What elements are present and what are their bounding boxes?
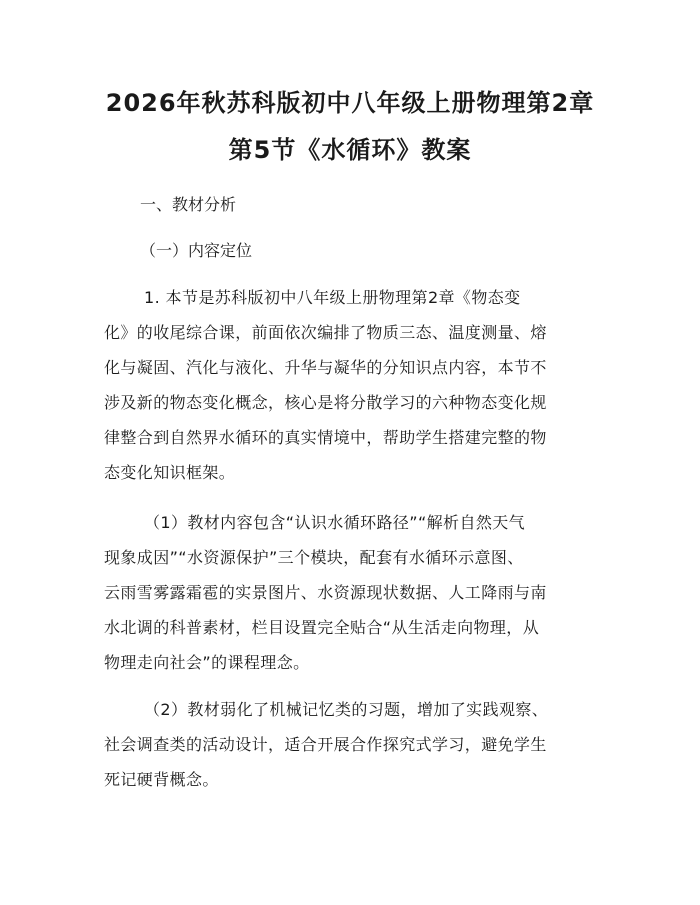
paragraph-activity-design — [104, 692, 604, 797]
paragraph-line: 社会调查类的活动设计，适合开展合作探究式学习，避免学生 — [104, 735, 547, 754]
paragraph-line: 化》的收尾综合课，前面依次编排了物质三态、温度测量、熔 — [104, 323, 547, 342]
paragraph-line: 化与凝固、汽化与液化、升华与凝华的分知识点内容，本节不 — [104, 358, 547, 377]
document-title-line-2: 第5节《水循环》教案 — [228, 136, 472, 164]
paragraph-line: 涉及新的物态变化概念，核心是将分散学习的六种物态变化规 — [104, 393, 547, 412]
paragraph-textbook-modules — [104, 505, 604, 680]
paragraph-line: 水北调的科普素材，栏目设置完全贴合“从生活走向物理，从 — [104, 618, 540, 637]
paragraph-line: 现象成因”“水资源保护”三个模块，配套有水循环示意图、 — [104, 548, 524, 567]
paragraph-line: （1）教材内容包含“认识水循环路径”“解析自然天气 — [144, 513, 526, 532]
paragraph-line: 物理走向社会”的课程理念。 — [104, 653, 310, 672]
paragraph-line: 态变化知识框架。 — [104, 463, 236, 482]
section-heading: 一、教材分析 — [140, 195, 237, 214]
paragraph-line: 律整合到自然界水循环的真实情境中，帮助学生搭建完整的物 — [104, 428, 547, 447]
subsection-heading: （一）内容定位 — [140, 241, 253, 260]
paragraph-line: （2）教材弱化了机械记忆类的习题，增加了实践观察、 — [144, 700, 549, 719]
paragraph-line: 云雨雪雾露霜雹的实景图片、水资源现状数据、人工降雨与南 — [104, 583, 547, 602]
paragraph-line: 1. 本节是苏科版初中八年级上册物理第2章《物态变 — [144, 288, 521, 307]
paragraph-content-positioning — [104, 280, 604, 490]
document-title-line-1: 2026年秋苏科版初中八年级上册物理第2章 — [105, 89, 595, 117]
paragraph-line: 死记硬背概念。 — [104, 770, 219, 789]
